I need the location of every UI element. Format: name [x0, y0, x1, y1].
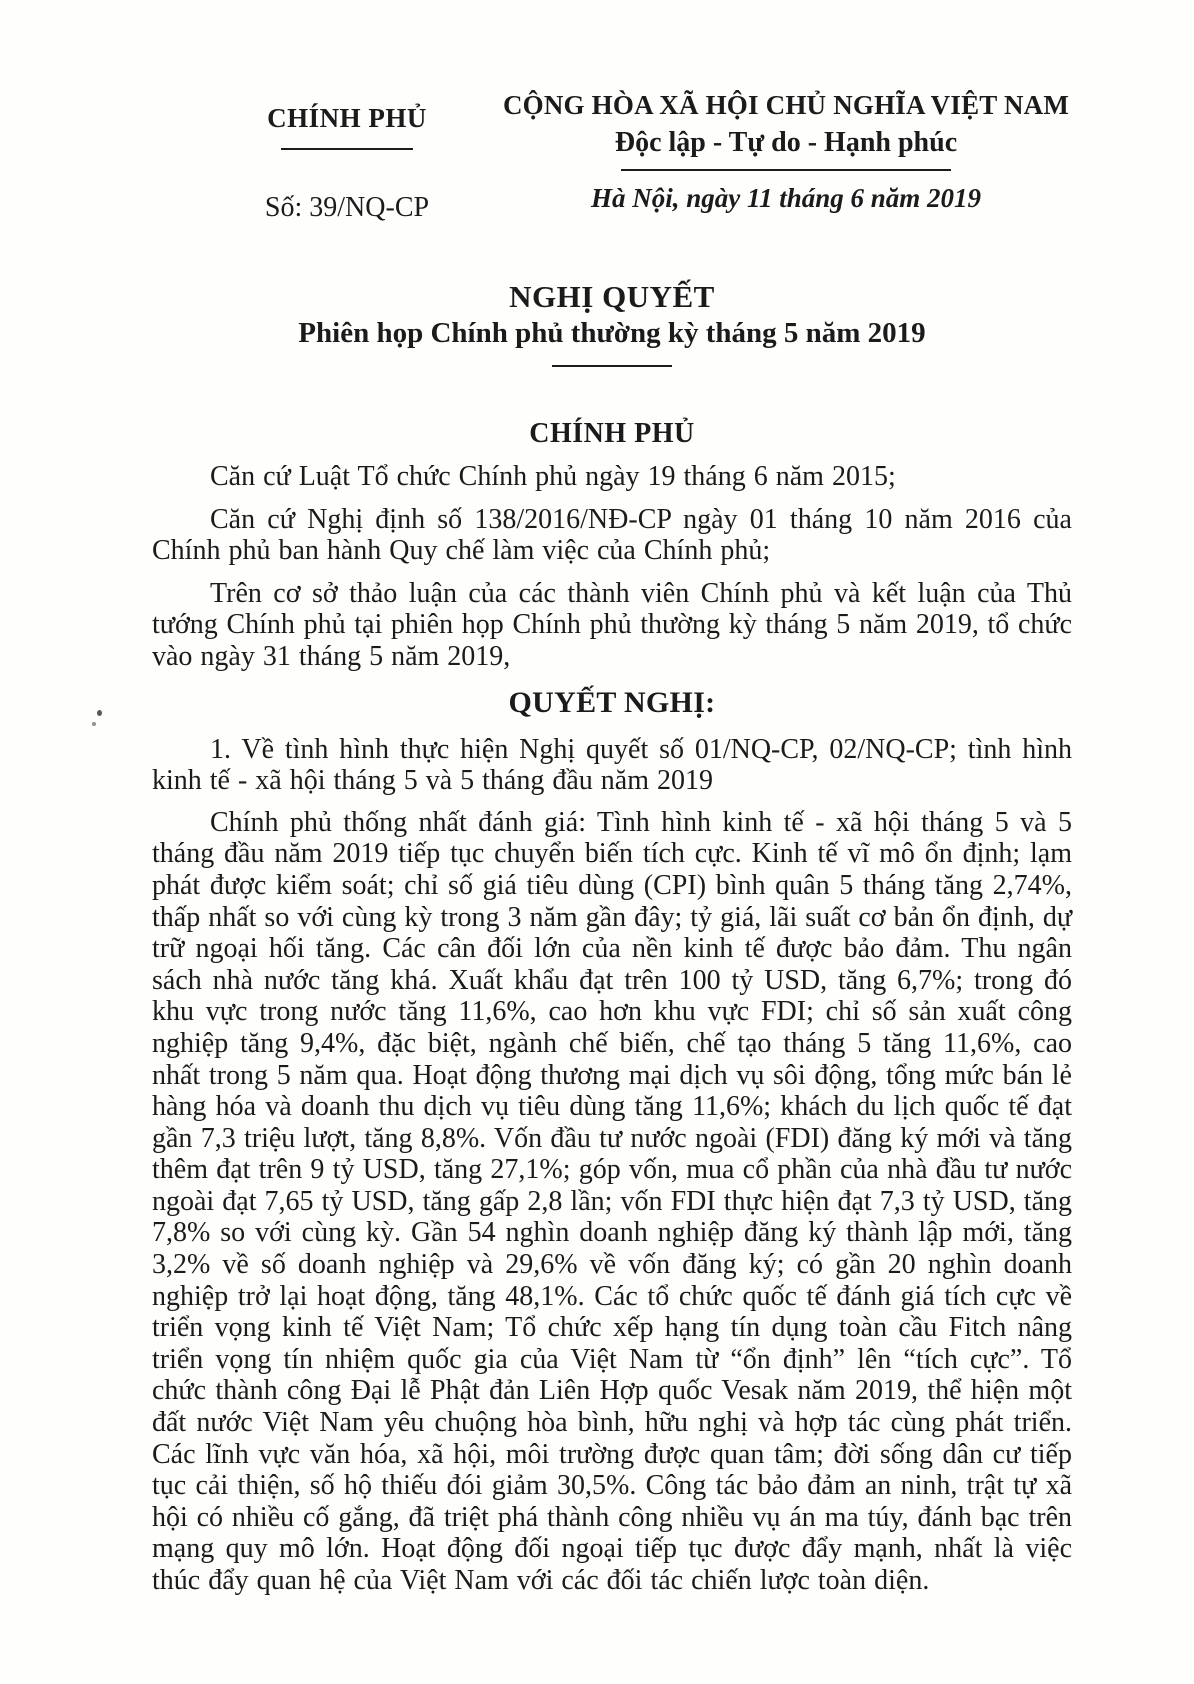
section-1-body: Chính phủ thống nhất đánh giá: Tình hình kinh tế - xã hội tháng 5 và 5 tháng đầu năm 2019 tiếp tục chuyển biến tích cực. Kinh tế vĩ mô ổn định; lạm phát được kiểm soát; chỉ số giá tiêu dùng (CPI) bình quân 5 tháng tăng 2,74%, thấp nhất so với cùng kỳ trong 3 năm gần đây; tỷ giá, lãi suất cơ bản ổn định, dự trữ ngoại hối tăng. Các cân đối lớn của nền kinh tế được bảo đảm. Thu ngân sách nhà nước tăng khá. Xuất khẩu đạt trên 100 tỷ USD, tăng 6,7%; trong đó khu vực trong nước tăng 11,6%, cao hơn khu vực FDI; chỉ số sản xuất công nghiệp tăng 9,4%, đặc biệt, ngành chế biến, chế tạo tháng 5 tăng 11,6%, cao nhất trong 5 năm qua. Hoạt động thương mại dịch vụ sôi động, tổng mức bán lẻ hàng hóa và doanh thu dịch vụ tiêu dùng tăng 11,6%; khách du lịch quốc tế đạt gần 7,3 triệu lượt, tăng 8,8%. Vốn đầu tư nước ngoài (FDI) đăng ký mới và tăng thêm đạt trên 9 tỷ USD, tăng 27,1%; góp vốn, mua cổ phần của nhà đầu tư nước ngoài đạt 7,65 tỷ USD, tăng gấp 2,8 lần; vốn FDI thực hiện đạt 7,3 tỷ USD, tăng 7,8% so với cùng kỳ. Gần 54 nghìn doanh nghiệp đăng ký thành lập mới, tăng 3,2% về số doanh nghiệp và 29,6% về vốn đăng ký; có gần 20 nghìn doanh nghiệp trở lại hoạt động, tăng 48,1%. Các tổ chức quốc tế đánh giá tích cực về triển vọng kinh tế Việt Nam; Tổ chức xếp hạng tín dụng toàn cầu Fitch nâng triển vọng tín nhiệm quốc gia của Việt Nam từ “ổn định” lên “tích cực”. Tổ chức thành công Đại lễ Phật đản Liên Hợp quốc Vesak năm 2019, thể hiện một đất nước Việt Nam yêu chuộng hòa bình, hữu nghị và hợp tác cùng phát triển. Các lĩnh vực văn hóa, xã hội, môi trường được quan tâm; đời sống dân cư tiếp tục cải thiện, số hộ thiếu đói giảm 30,5%. Công tác bảo đảm an ninh, trật tự xã hội có nhiều cố gắng, đã triệt phá thành công nhiều vụ án ma túy, đánh bạc trên mạng quy mô lớn. Hoạt động đối ngoại tiếp tục được đẩy mạnh, nhất là việc thúc đẩy quan hệ của Việt Nam với các đối tác chiến lược toàn diện.	[152, 806, 1072, 1596]
issuer-underline	[281, 148, 413, 150]
motto-underline	[621, 169, 951, 171]
scan-artifact-dot	[92, 722, 96, 726]
title-underline	[552, 365, 672, 367]
document-subject-title: Phiên họp Chính phủ thường kỳ tháng 5 năm 2019	[298, 317, 926, 349]
document-header	[152, 88, 1072, 278]
header-national-block	[460, 88, 1112, 215]
document-title-block	[152, 278, 1072, 367]
national-motto: Độc lập - Tự do - Hạnh phúc	[614, 127, 958, 158]
resolves-heading: QUYẾT NGHỊ:	[508, 685, 716, 719]
place-and-date: Hà Nội, ngày 11 tháng 6 năm 2019	[590, 183, 982, 213]
section-1-heading: 1. Về tình hình thực hiện Nghị quyết số 01/NQ-CP, 02/NQ-CP; tình hình kinh tế - xã hội tháng 5 và 5 tháng đầu năm 2019	[152, 733, 1072, 797]
document-type-title: NGHỊ QUYẾT	[509, 279, 715, 314]
preamble-paragraph: Căn cứ Luật Tổ chức Chính phủ ngày 19 tháng 6 năm 2015;	[210, 461, 896, 492]
preamble-paragraph: Căn cứ Nghị định số 138/2016/NĐ-CP ngày 01 tháng 10 năm 2016 của Chính phủ ban hành Quy chế làm việc của Chính phủ;	[152, 503, 1072, 567]
issuing-body-heading: CHÍNH PHỦ	[529, 418, 695, 449]
document-number: Số: 39/NQ-CP	[264, 192, 430, 223]
national-title: CỘNG HÒA XÃ HỘI CHỦ NGHĨA VIỆT NAM	[502, 90, 1070, 120]
preamble-paragraph: Trên cơ sở thảo luận của các thành viên Chính phủ và kết luận của Thủ tướng Chính phủ tại phiên họp Chính phủ thường kỳ tháng 5 năm 2019, tổ chức vào ngày 31 tháng 5 năm 2019,	[152, 577, 1072, 672]
issuer-name: CHÍNH PHỦ	[267, 103, 427, 133]
scan-artifact-dot	[97, 710, 102, 716]
